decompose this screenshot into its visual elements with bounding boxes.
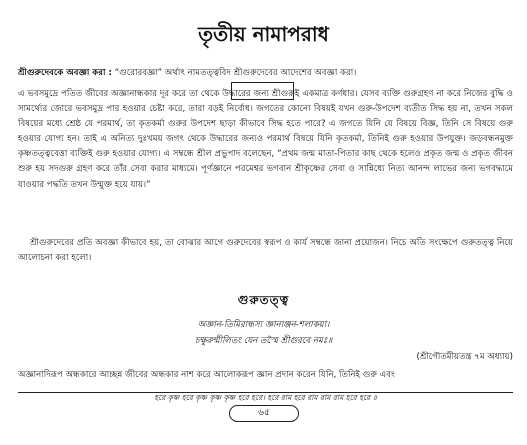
section-heading-gurutattva: গুরুতত্ত্ব bbox=[237, 293, 290, 307]
verse-line-2: চক্ষুরুন্মীলিতং যেন তস্মৈ শ্রীগুরবে নমঃ॥ bbox=[194, 336, 333, 346]
offense-definition: “গুরোরবজ্ঞা” অর্থাৎ নামতত্ত্ববিদ শ্রীগুরুদেবের আদেশের অবজ্ঞা করা। bbox=[111, 68, 357, 78]
page-title: তৃতীয় নামাপরাধ bbox=[198, 22, 329, 46]
verse-line-1: অজ্ঞান-তিমিরান্ধস্য জ্ঞানাঞ্জন-শলাকয়া। bbox=[197, 320, 330, 330]
offense-heading: শ্রীগুরুদেবকে অবজ্ঞা করা : bbox=[18, 68, 112, 78]
paragraph-intro bbox=[18, 66, 513, 81]
paragraph-guru-necessity: এ ভবসমুদ্রে পতিত জীবের অজ্ঞানান্ধকার দূর করে তা থেকে উদ্ধারের জন্য শ্রীগুরুই একমাত্র কর্ণধার। যেসব ব্যক্তি গুরুগ্রহণ না করে নিজের বুদ্ধি ও সামর্থ্যের জোরে ভবসমুদ্র পার হওয়ার চেষ্টা করে, তারা বড়ই নির্বোধ। জগতের কোনো বিষয়ই যখন গুরু-উপদেশ ব্যতীত সিদ্ধ হয় না, তখন সকল বিষয়ের মধ্যে শ্রেষ্ঠ যে পরমার্থ, তা কৃতকর্মা গুরুর উপদেশ ছাড়া কীভাবে সিদ্ধ হতে পারে? এ জগতে যিনি যে বিষয়ে বিজ্ঞ, তিনি সে বিষয়ে গুরু হওয়ার যোগ্য হন। তাই এ অনিত্য দুঃখময় জগৎ থেকে উদ্ধারের জন্যও পরমার্থ বিষয়ে যিনি কৃতকর্মা, তিনিই গুরু হওয়ার উপযুক্ত। জড়বন্ধনমুক্ত কৃষ্ণতত্ত্ববেত্তা ব্যক্তিই গুরু হওয়ার যোগ্য। এ সম্বন্ধে শ্রীল প্রভুপাদ বলেছেন, “প্রথম জন্ম মাতা-পিতার কাছ থেকে হলেও প্রকৃত জন্ম ও প্রকৃত জীবন শুরু হয় সদগুরু গ্রহণ করে তাঁর সেবা করার মাধ্যমে। পূর্ণজ্ঞানে পরমেশ্বর ভগবান শ্রীকৃষ্ণের সেবা ও সান্নিধ্যে নিত্য আনন্দ লাভের জন্য ভগবদ্ধামে যাওয়ার পদ্ধতি তখন উন্মুক্ত হয়ে যায়।” bbox=[18, 89, 513, 190]
highlight-box bbox=[231, 82, 294, 100]
paragraph-guru-definition: অজ্ঞানাদিরূপ অন্ধকারে আচ্ছন্ন জীবের অন্ধকার নাশ করে আলোকরূপ জ্ঞান প্রদান করেন যিনি, তিনিই গুরু এবং bbox=[18, 370, 395, 380]
footer-mantra: হরে কৃষ্ণ হরে কৃষ্ণ কৃষ্ণ কৃষ্ণ হরে হরে। হরে রাম হরে রাম রাম রাম হরে হরে ॥ bbox=[154, 393, 377, 402]
paragraph-guru-nature: শ্রীগুরুদেবের প্রতি অবজ্ঞা কীভাবে হয়, তা বোঝার আগে গুরুদেবের স্বরূপ ও কার্য সম্বন্ধে জানা প্রয়োজন। নিচে অতি সংক্ষেপে গুরুতত্ত্ব নিয়ে আলোচনা করা হলো। bbox=[18, 238, 513, 264]
verse-citation: (শ্রীগৌতমীয়তন্ত্র ৭ম অধ্যায়) bbox=[416, 352, 513, 362]
page-number: ৬৫ bbox=[229, 405, 299, 422]
